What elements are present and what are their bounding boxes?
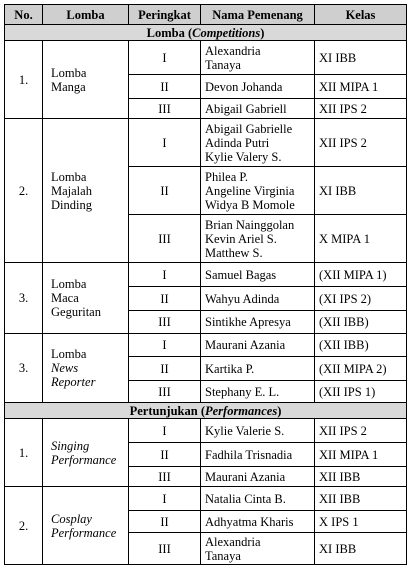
event-name-line: Lomba xyxy=(51,169,87,184)
winner-name: Devon Johanda xyxy=(201,75,315,99)
rank-cell: III xyxy=(129,467,201,487)
winner-name: Sintikhe Apresya xyxy=(201,311,315,334)
class-cell: XI IBB xyxy=(315,41,407,75)
header-peringkat: Peringkat xyxy=(129,5,201,25)
class-cell: XII MIPA 1 xyxy=(315,75,407,99)
table-row xyxy=(5,263,407,287)
winner-name: Maurani Azania xyxy=(201,467,315,487)
event-name-line: Cosplay xyxy=(51,511,92,526)
class-cell: X MIPA 1 xyxy=(315,215,407,263)
header-kelas: Kelas xyxy=(315,5,407,25)
rank-cell: III xyxy=(129,215,201,263)
class-cell: (XI IPS 2) xyxy=(315,287,407,311)
rank-cell: II xyxy=(129,75,201,99)
event-name xyxy=(43,263,129,334)
rank-cell: I xyxy=(129,263,201,287)
table-row xyxy=(5,41,407,75)
winner-name: Fadhila Trisnadia xyxy=(201,443,315,467)
winners-table xyxy=(4,4,407,565)
event-name-line: Manga xyxy=(51,79,86,94)
rank-cell: III xyxy=(129,311,201,334)
winner-name: Brian Nainggolan Kevin Ariel S. Matthew S. xyxy=(201,215,315,263)
rank-cell: II xyxy=(129,357,201,381)
table-row xyxy=(5,119,407,167)
rank-cell: I xyxy=(129,119,201,167)
winner-name: Wahyu Adinda xyxy=(201,287,315,311)
event-name-line: Singing xyxy=(51,438,90,453)
class-cell: (XII MIPA 1) xyxy=(315,263,407,287)
event-name-line: Reporter xyxy=(51,375,96,389)
rank-cell: II xyxy=(129,511,201,533)
class-cell: XI IBB xyxy=(315,167,407,215)
event-name xyxy=(43,334,129,403)
event-name-line: Dinding xyxy=(51,197,92,212)
winner-name: Adhyatma Kharis xyxy=(201,511,315,533)
class-cell: X IPS 1 xyxy=(315,511,407,533)
winner-name: Samuel Bagas xyxy=(201,263,315,287)
winner-name: Stephany E. L. xyxy=(201,381,315,403)
class-cell: XII IBB xyxy=(315,487,407,511)
rank-cell: I xyxy=(129,41,201,75)
winner-name: Philea P. Angeline Virginia Widya B Momole xyxy=(201,167,315,215)
winner-name: Abigail Gabrielle Adinda Putri Kylie Valery S. xyxy=(201,119,315,167)
class-cell: XII IPS 2 xyxy=(315,99,407,119)
class-cell: XII IBB xyxy=(315,467,407,487)
class-cell: XII IPS 2 xyxy=(315,419,407,443)
class-cell: XI IBB xyxy=(315,533,407,565)
rank-cell: I xyxy=(129,419,201,443)
event-name xyxy=(43,487,129,565)
table-row xyxy=(5,334,407,357)
winner-name: Alexandria Tanaya xyxy=(201,533,315,565)
rank-cell: II xyxy=(129,167,201,215)
entry-number: 1. xyxy=(5,419,43,487)
event-name-line: Lomba xyxy=(51,347,87,361)
event-name-line: Lomba xyxy=(51,277,87,291)
header-row xyxy=(5,5,407,25)
event-name-line: News xyxy=(51,361,79,375)
section-competitions xyxy=(5,25,407,41)
class-cell: (XII MIPA 2) xyxy=(315,357,407,381)
event-name-line: Geguritan xyxy=(51,305,101,319)
event-name-line: Lomba xyxy=(51,65,87,80)
winner-name: Maurani Azania xyxy=(201,334,315,357)
rank-cell: II xyxy=(129,287,201,311)
event-name xyxy=(43,119,129,263)
table-row xyxy=(5,487,407,511)
event-name xyxy=(43,41,129,119)
rank-cell: I xyxy=(129,334,201,357)
rank-cell: III xyxy=(129,99,201,119)
entry-number: 2. xyxy=(5,487,43,565)
section-competitions-title: Lomba (Competitions) xyxy=(5,25,407,41)
class-cell: (XII IBB) xyxy=(315,311,407,334)
class-cell: XII IPS 2 xyxy=(315,119,407,167)
header-lomba: Lomba xyxy=(43,5,129,25)
entry-number: 1. xyxy=(5,41,43,119)
class-cell: (XII IBB) xyxy=(315,334,407,357)
event-name-line: Performance xyxy=(51,452,117,467)
header-no: No. xyxy=(5,5,43,25)
event-name xyxy=(43,419,129,487)
winner-name: Natalia Cinta B. xyxy=(201,487,315,511)
winner-name: Abigail Gabriell xyxy=(201,99,315,119)
rank-cell: I xyxy=(129,487,201,511)
class-cell: XII MIPA 1 xyxy=(315,443,407,467)
section-performances-title: Pertunjukan (Performances) xyxy=(5,403,407,419)
competitions-body xyxy=(5,25,407,403)
winner-name: Alexandria Tanaya xyxy=(201,41,315,75)
header-nama: Nama Pemenang xyxy=(201,5,315,25)
event-name-line: Majalah xyxy=(51,183,92,198)
entry-number: 3. xyxy=(5,334,43,403)
class-cell: (XII IPS 1) xyxy=(315,381,407,403)
section-performances xyxy=(5,403,407,419)
winner-name: Kartika P. xyxy=(201,357,315,381)
entry-number: 2. xyxy=(5,119,43,263)
event-name-line: Performance xyxy=(51,525,117,540)
table-row xyxy=(5,419,407,443)
winner-name: Kylie Valerie S. xyxy=(201,419,315,443)
rank-cell: II xyxy=(129,443,201,467)
event-name-line: Maca xyxy=(51,291,79,305)
performances-body xyxy=(5,403,407,565)
rank-cell: III xyxy=(129,381,201,403)
rank-cell: III xyxy=(129,533,201,565)
entry-number: 3. xyxy=(5,263,43,334)
